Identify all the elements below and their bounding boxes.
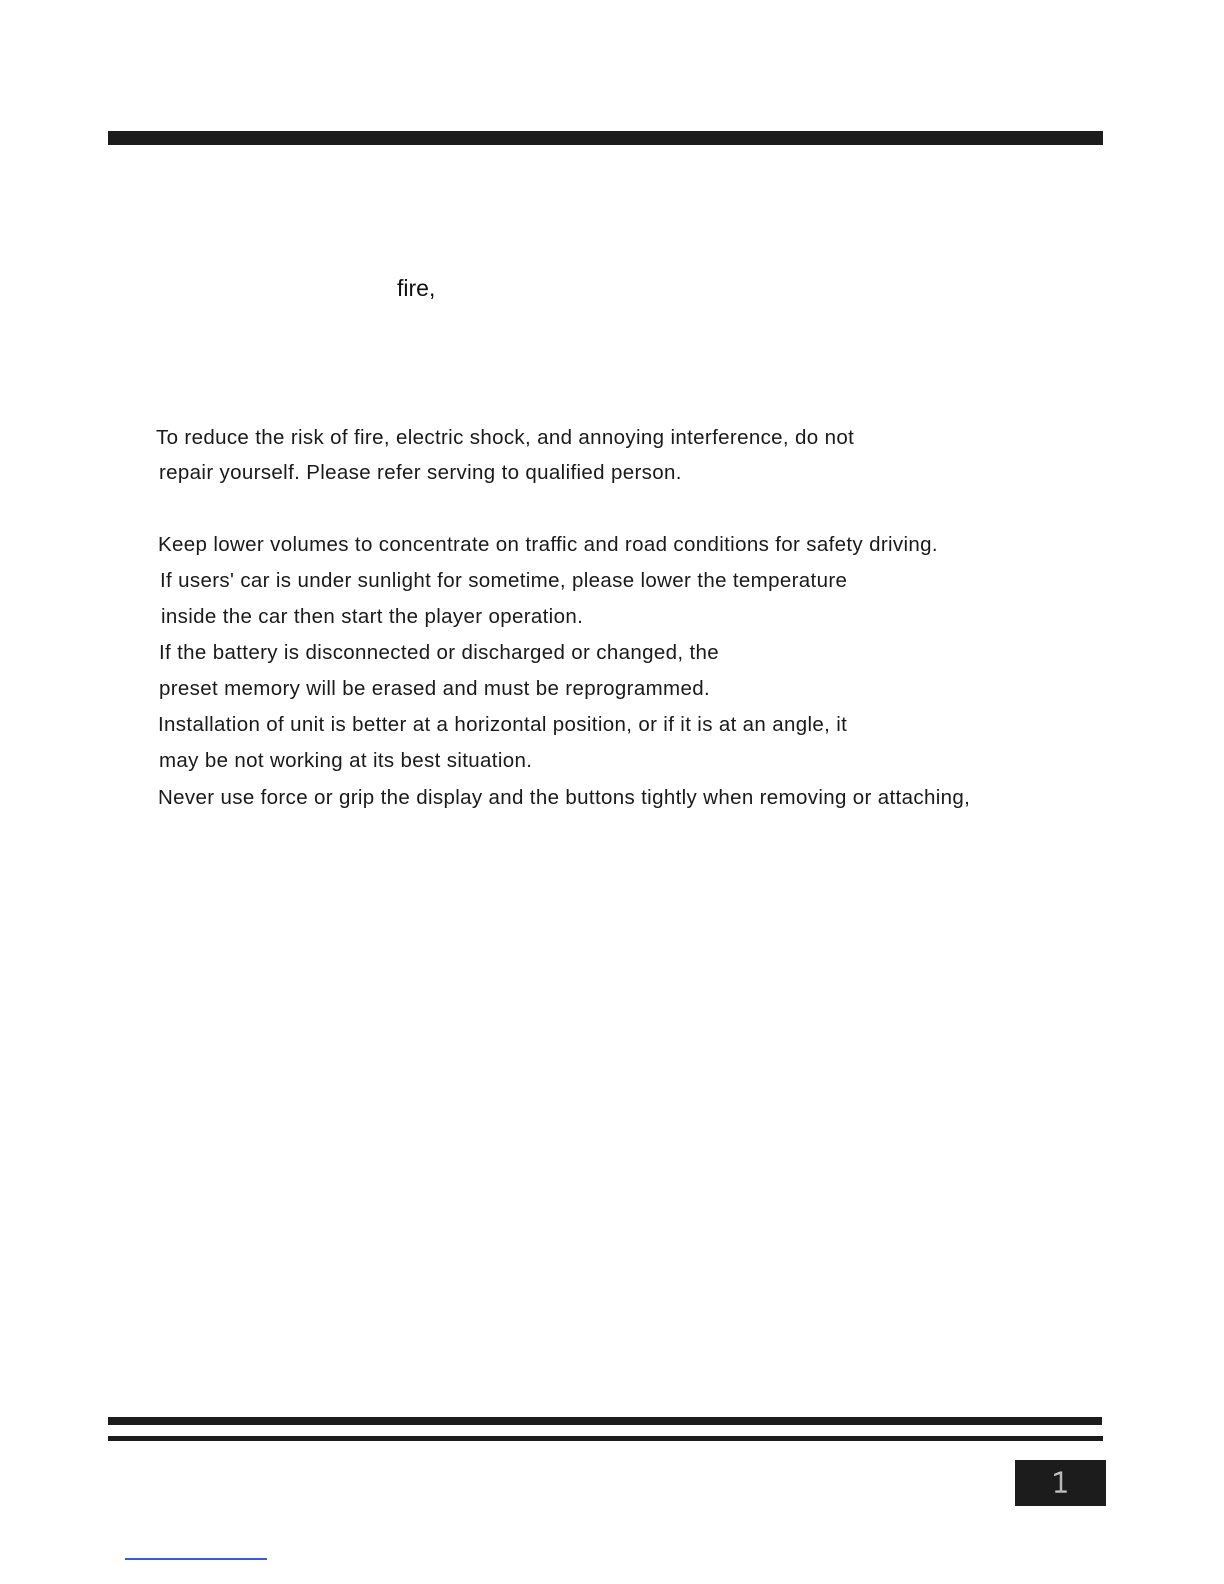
text-line-8: Installation of unit is better at a horizontal position, or if it is at an angle, it: [158, 713, 848, 736]
heading-fragment: fire,: [397, 275, 436, 301]
text-line-9: may be not working at its best situation.: [159, 749, 533, 772]
text-line-2: repair yourself. Please refer serving to qualified person.: [159, 461, 682, 484]
text-line-10: Never use force or grip the display and the buttons tightly when removing or attaching,: [158, 786, 971, 809]
text-line-5: inside the car then start the player operation.: [161, 605, 584, 628]
bottom-rule-thin: [108, 1436, 1103, 1441]
text-line-4: If users' car is under sunlight for sometime, please lower the temperature: [160, 569, 848, 592]
text-line-7: preset memory will be erased and must be reprogrammed.: [159, 677, 710, 700]
footer-link-underline: [125, 1558, 267, 1560]
top-rule: [108, 131, 1103, 145]
bottom-rule-thick: [108, 1417, 1102, 1425]
text-line-1: To reduce the risk of fire, electric shock, and annoying interference, do not: [156, 426, 855, 449]
text-line-3: Keep lower volumes to concentrate on traffic and road conditions for safety driving.: [158, 533, 938, 556]
page-number-box: [1015, 1460, 1106, 1506]
page-number: 1: [1051, 1466, 1070, 1499]
text-line-6: If the battery is disconnected or discharged or changed, the: [159, 641, 720, 664]
